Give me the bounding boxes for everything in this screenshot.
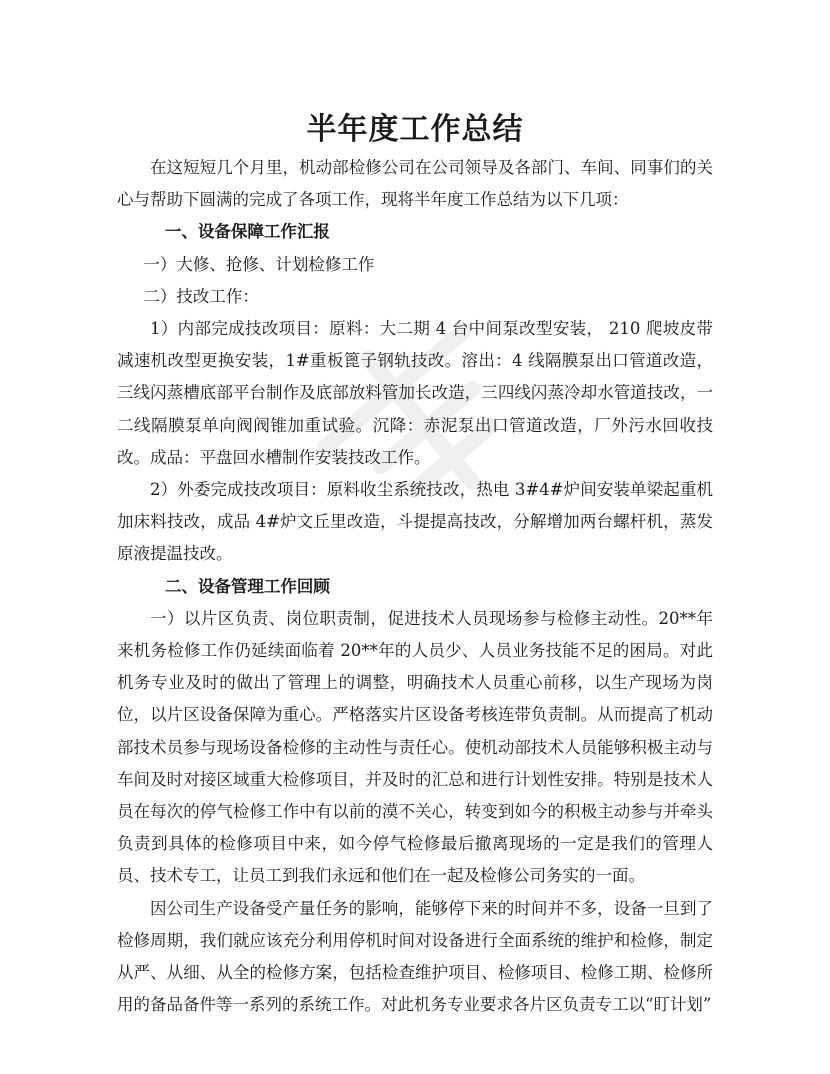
document-body	[117, 152, 713, 1021]
management-paragraph-1: 一）以片区负责、岗位职责制，促进技术人员现场参与检修主动性。20**年来机务检修工作仍延续面临着 20**年的人员少、人员业务技能不足的困局。对此机务专业及时的做出了管理上的调整，明确技术人员重心前移，以生产现场为岗位，以片区设备保障为重心。严格落实片区设备考核连带负责制。从而提高了机动部技术员参与现场设备检修的主动性与责任心。使机动部技术人员能够积极主动与车间及时对接区域重大检修项目，并及时的汇总和进行计划性安排。特别是技术人员在每次的停气检修工作中有以前的漠不关心，转变到如今的积极主动参与并牵头负责到具体的检修项目中来，如今停气检修最后撤离现场的一定是我们的管理人员、技术专工，让员工到我们永远和他们在一起及检修公司务实的一面。	[117, 608, 713, 886]
section-1-subheading-2: 二）技改工作：	[143, 286, 259, 306]
document-title: 半年度工作总结	[306, 112, 524, 147]
section-1-heading: 一、设备保障工作汇报	[164, 222, 330, 242]
external-retrofit-paragraph: 2）外委完成技改项目：原料收尘系统技改，热电 3#4#炉间安装单梁起重机加床料技改，成品 4#炉文丘里改造，斗提提高技改，分解增加两台螺杆机，蒸发原液提温技改。	[117, 480, 713, 564]
management-paragraph-2: 因公司生产设备受产量任务的影响，能够停下来的时间并不多，设备一旦到了检修周期，我们就应该充分利用停机时间对设备进行全面系统的维护和检修，制定从严、从细、从全的检修方案，包括检查维护项目、检修项目、检修工期、检修所用的备品备件等一系列的系统工作。对此机务专业要求各片区负责专工以“盯计划”	[117, 898, 713, 1015]
section-1-subheading-1: 一）大修、抢修、计划检修工作	[143, 254, 375, 274]
internal-retrofit-paragraph: 1）内部完成技改项目：原料：大二期 4 台中间泵改型安装， 210 爬坡皮带减速机改型更换安装，1#重板篦子钢轨技改。溶出：4 线隔膜泵出口管道改造，三线闪蒸槽底部平台制作及底部放料管加长改造，三四线闪蒸冷却水管道技改，一二线隔膜泵单向阀阀锥加重试验。沉降：赤泥泵出口管道改造，厂外污水回收技改。成品：平盘回水槽制作安装技改工作。	[117, 319, 713, 467]
section-2-heading: 二、设备管理工作回顾	[164, 576, 330, 596]
intro-paragraph: 在这短短几个月里，机动部检修公司在公司领导及各部门、车间、同事们的关心与帮助下圆满的完成了各项工作，现将半年度工作总结为以下几项：	[117, 158, 713, 210]
